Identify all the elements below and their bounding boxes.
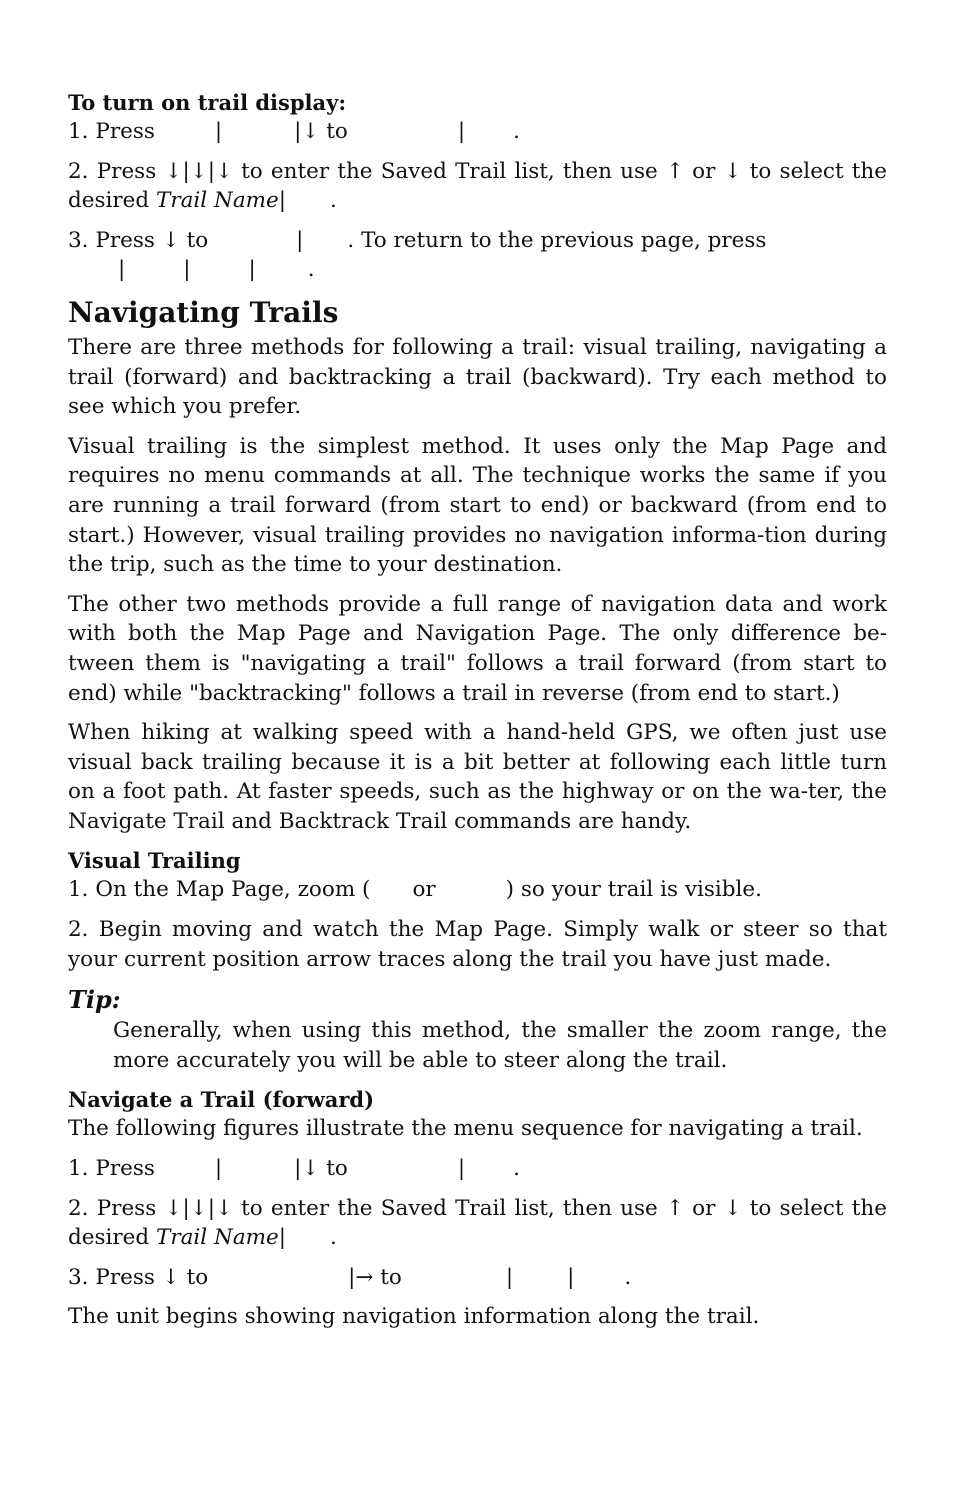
turn-on-heading: To turn on trail display: — [68, 90, 347, 115]
paragraph-other-methods: The other two methods provide a full range of navigation data and work with both the Map Page and Navigation Page. The only difference be-tween them is "navigating a trail" follows a trail forward (from start to end) while "backtracking" follows a trail in reverse (from end to start.) — [68, 591, 887, 706]
forward-step-3: 3. Press ↓ to |→ to | | . — [68, 1264, 632, 1290]
paragraph-hiking: When hiking at walking speed with a hand-held GPS, we often just use visual back trailing because it is a bit better at following each little turn on a foot path. At faster speeds, such as the highway or on the wa-ter, the Navigate Trail and Backtrack Trail commands are handy. — [68, 720, 887, 834]
section-title: Navigating Trails — [68, 295, 339, 329]
tip-heading: Tip: — [68, 985, 121, 1015]
turn-on-step-2: 2. Press ↓|↓|↓ to enter the Saved Trail list, then use ↑ or ↓ to select the desired Trail Name| . — [68, 158, 887, 214]
manual-page — [68, 88, 887, 1332]
tip-text: Generally, when using this method, the smaller the zoom range, the more accurately you will be able to steer along the trail. — [113, 1018, 887, 1073]
trail-name: Trail Name — [156, 1225, 279, 1251]
visual-step-2: 2. Begin moving and watch the Map Page. Simply walk or steer so that your current position arrow traces along the trail you have just made. — [68, 917, 887, 972]
visual-trailing-heading: Visual Trailing — [68, 848, 241, 874]
navigate-forward-heading: Navigate a Trail (forward) — [68, 1087, 375, 1113]
forward-outro: The unit begins showing navigation information along the trail. — [68, 1304, 760, 1330]
forward-intro: The following figures illustrate the menu sequence for navigating a trail. — [68, 1116, 863, 1142]
turn-on-step-3: 3. Press ↓ to | . To return to the previous page, press | | | . — [68, 227, 767, 283]
paragraph-visual: Visual trailing is the simplest method. It uses only the Map Page and requires no menu commands at all. The technique works the same if you are running a trail forward (from start to end) or backward (from end to start.) However, visual trailing provides no navigation informa-tion during the trip, such as the time to your destination. — [68, 433, 887, 578]
trail-name: Trail Name — [156, 188, 279, 214]
paragraph-methods: There are three methods for following a trail: visual trailing, navigating a trail (forward) and backtracking a trail (backward). Try each method to see which you prefer. — [68, 334, 887, 420]
visual-step-1: 1. On the Map Page, zoom ( or ) so your trail is visible. — [68, 877, 762, 903]
forward-step-1: 1. Press | |↓ to | . — [68, 1156, 520, 1182]
forward-step-2: 2. Press ↓|↓|↓ to enter the Saved Trail list, then use ↑ or ↓ to select the desired Trail Name| . — [68, 1195, 887, 1251]
turn-on-step-1: 1. Press | |↓ to | . — [68, 119, 520, 144]
